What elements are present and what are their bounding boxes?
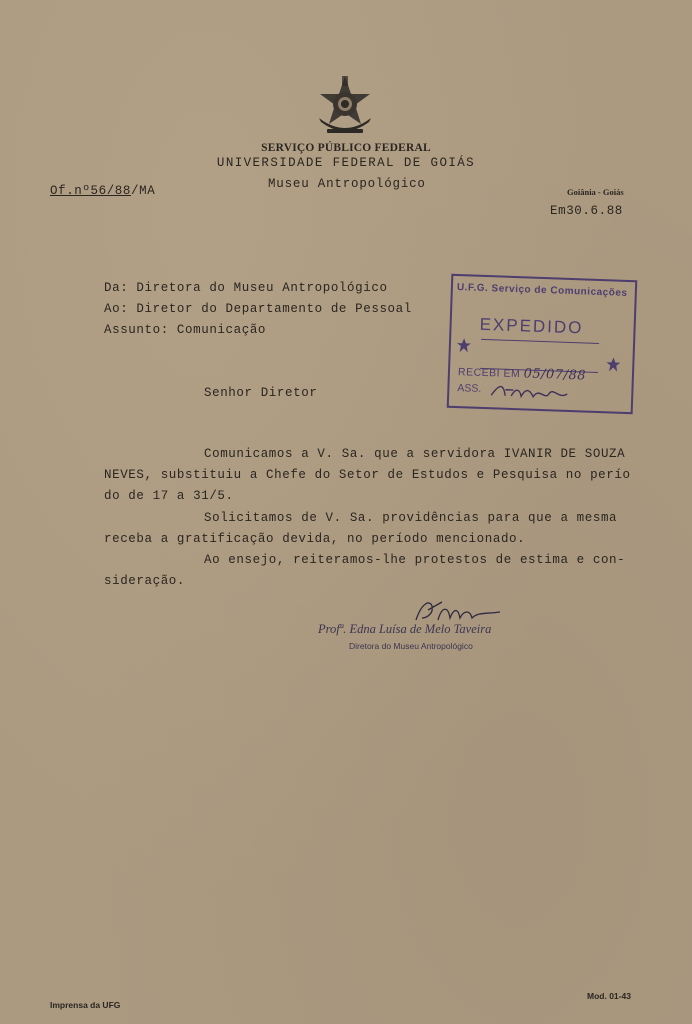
signer-name: Profª. Edna Luísa de Melo Taveira	[318, 622, 492, 636]
city-label: Goiânia - Goiás	[567, 187, 624, 197]
stamp-star-left-icon	[457, 338, 471, 352]
signer-role: Diretora do Museu Antropológico	[349, 641, 473, 651]
stamp-header: U.F.G. Serviço de Comunicações	[456, 281, 628, 299]
routing-to: Ao: Diretor do Departamento de Pessoal	[104, 302, 412, 316]
body-line-6: Ao ensejo, reiteramos-lhe protestos de estima e con-	[204, 553, 626, 567]
body-line-5: receba a gratificação devida, no período mencionado.	[104, 532, 526, 546]
form-model-number: Mod. 01-43	[587, 991, 631, 1001]
reference-number-underlined: Of.nº56/88	[50, 184, 132, 198]
letter-date: Em30.6.88	[550, 204, 623, 218]
stamp-received-date: 05/07/88	[523, 366, 587, 384]
body-line-4: Solicitamos de V. Sa. providências para que a mesma	[204, 511, 618, 525]
body-line-3: do de 17 a 31/5.	[104, 489, 234, 503]
routing-subject: Assunto: Comunicação	[104, 323, 267, 337]
reference-number-suffix: /MA	[131, 184, 156, 198]
stamp-star-right-icon	[606, 357, 620, 371]
expedido-stamp	[447, 274, 638, 414]
stamp-received-label: RECEBI EM	[457, 366, 521, 381]
stamp-title: EXPEDIDO	[479, 314, 584, 338]
salutation: Senhor Diretor	[204, 386, 318, 400]
body-line-1: Comunicamos a V. Sa. que a servidora IVANIR DE SOUZA	[204, 447, 626, 461]
header-line-1: SERVIÇO PÚBLICO FEDERAL	[261, 142, 431, 154]
body-line-2: NEVES, substituiu a Chefe do Setor de Estudos e Pesquisa no perío	[104, 468, 631, 482]
header-university: UNIVERSIDADE FEDERAL DE GOIÁS	[216, 156, 476, 170]
body-line-7: sideração.	[104, 574, 186, 588]
stamp-signature-scribble	[489, 379, 580, 404]
header-museum: Museu Antropológico	[268, 177, 426, 191]
routing-from: Da: Diretora do Museu Antropológico	[104, 281, 388, 295]
stamp-signature-label: ASS.	[457, 382, 482, 395]
printer-credit: Imprensa da UFG	[50, 1000, 121, 1010]
brazil-coat-of-arms-icon	[313, 74, 377, 138]
reference-number	[50, 184, 155, 198]
